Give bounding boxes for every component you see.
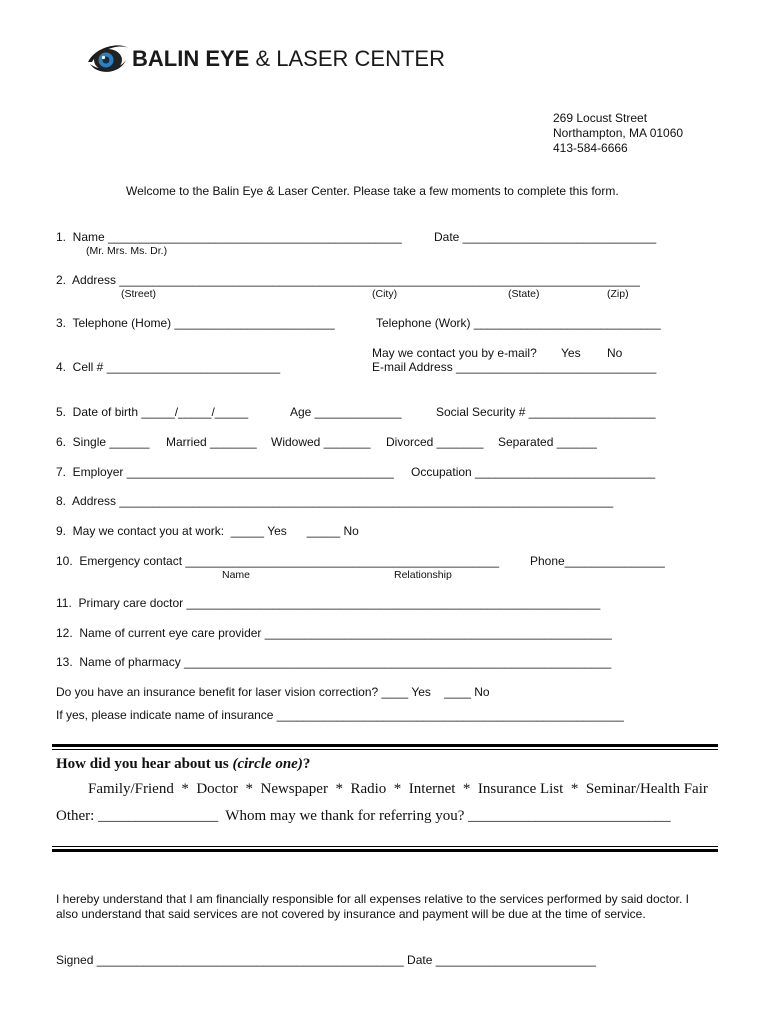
address-line1: 269 Locust Street: [553, 111, 648, 125]
intro-text: Welcome to the Balin Eye & Laser Center. Please take a few moments to complete this form.: [126, 184, 619, 198]
insurance-question[interactable]: Do you have an insurance benefit for laser vision correction? ____ Yes ____ No: [56, 685, 490, 699]
email-no-option[interactable]: No: [607, 346, 623, 360]
name-field[interactable]: 1. Name ____________________________________________: [56, 230, 402, 244]
occupation-field[interactable]: Occupation ___________________________: [411, 465, 656, 479]
widowed-option[interactable]: Widowed _______: [271, 435, 371, 449]
date-of-birth-field[interactable]: 5. Date of birth _____/_____/_____: [56, 405, 249, 419]
phone-number: 413-584-6666: [553, 141, 628, 155]
telephone-home-field[interactable]: 3. Telephone (Home) ________________________: [56, 316, 335, 330]
logo-text: BALIN EYE & LASER CENTER: [132, 46, 445, 71]
separated-option[interactable]: Separated ______: [498, 435, 597, 449]
referral-heading: How did you hear about us (circle one)?: [56, 756, 311, 772]
age-field[interactable]: Age _____________: [290, 405, 402, 419]
bottom-divider-thin: [52, 846, 718, 847]
zip-label: (Zip): [607, 288, 629, 300]
address-field[interactable]: 2. Address ______________________________________________________________________________: [56, 273, 640, 287]
emergency-name-label: Name: [222, 569, 251, 581]
city-label: (City): [372, 288, 398, 300]
street-label: (Street): [121, 288, 157, 300]
state-label: (State): [508, 288, 540, 300]
bottom-divider: [52, 849, 718, 852]
employer-address-field[interactable]: 8. Address __________________________________________________________________________: [56, 494, 614, 508]
single-option[interactable]: 6. Single ______: [56, 435, 150, 449]
married-option[interactable]: Married _______: [166, 435, 257, 449]
emergency-relationship-label: Relationship: [394, 569, 452, 581]
date-field[interactable]: Date _____________________________: [434, 230, 657, 244]
emergency-phone-field[interactable]: Phone_______________: [530, 554, 665, 568]
signature-date-field[interactable]: Signed ______________________________________________ Date ________________________: [56, 953, 596, 967]
email-yes-option[interactable]: Yes: [561, 346, 581, 360]
financial-responsibility-statement: I hereby understand that I am financially responsible for all expenses relative to the services performed by said doctor. I also understand that said services are not covered by insurance and payment will be due at the time of service.: [56, 892, 689, 921]
email-address-field[interactable]: E-mail Address ______________________________: [372, 360, 657, 374]
top-divider: [52, 744, 718, 747]
email-contact-question: May we contact you by e-mail?: [372, 346, 537, 360]
employer-field[interactable]: 7. Employer ________________________________________: [56, 465, 394, 479]
contact-at-work-field[interactable]: 9. May we contact you at work: _____ Yes _____ No: [56, 524, 359, 538]
address-line2: Northampton, MA 01060: [553, 126, 684, 140]
primary-care-doctor-field[interactable]: 11. Primary care doctor ______________________________________________________________: [56, 596, 601, 610]
insurance-name-field[interactable]: If yes, please indicate name of insurance ____________________________________________________: [56, 708, 624, 722]
social-security-field[interactable]: Social Security # ___________________: [436, 405, 656, 419]
divorced-option[interactable]: Divorced _______: [386, 435, 484, 449]
pharmacy-field[interactable]: 13. Name of pharmacy ________________________________________________________________: [56, 655, 612, 669]
name-hint: (Mr. Mrs. Ms. Dr.): [86, 245, 168, 257]
eye-care-provider-field[interactable]: 12. Name of current eye care provider ____________________________________________________: [56, 626, 612, 640]
emergency-contact-field[interactable]: 10. Emergency contact _______________________________________________: [56, 554, 500, 568]
telephone-work-field[interactable]: Telephone (Work) ____________________________: [376, 316, 661, 330]
eye-logo-icon: [86, 40, 130, 78]
referral-options[interactable]: Family/Friend * Doctor * Newspaper * Radio * Internet * Insurance List * Seminar/Health Fair: [88, 781, 708, 797]
referral-other-field[interactable]: Other: ________________ Whom may we thank for referring you? ___________________________: [56, 808, 671, 824]
top-divider-thin: [52, 749, 718, 750]
cell-field[interactable]: 4. Cell # __________________________: [56, 360, 281, 374]
